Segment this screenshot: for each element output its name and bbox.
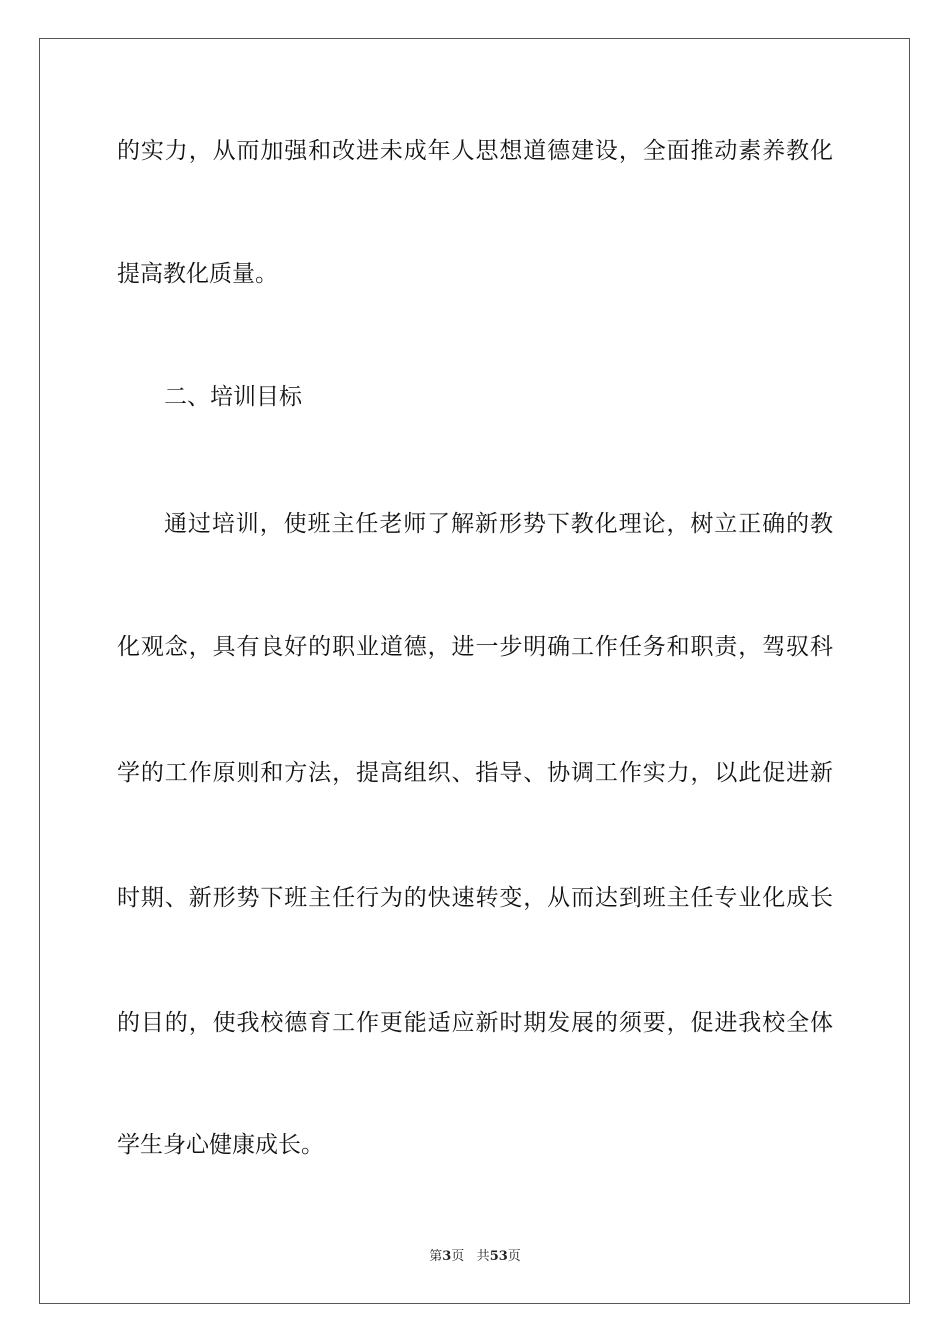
section-heading: 二、培训目标	[164, 384, 302, 410]
total-prefix: 共	[476, 1249, 490, 1264]
text-line: 学生身心健康成长。	[117, 1132, 324, 1158]
page-footer	[0, 1248, 950, 1266]
text-line: 时期、新形势下班主任行为的快速转变，从而达到班主任专业化成长	[117, 885, 833, 911]
text-line: 的实力，从而加强和改进未成年人思想道德建设，全面推动素养教化	[117, 138, 833, 164]
page-prefix: 第	[429, 1249, 443, 1264]
page-suffix: 页	[451, 1249, 465, 1264]
total-suffix: 页	[507, 1249, 521, 1264]
total-pages: 53	[489, 1249, 508, 1264]
text-line: 通过培训，使班主任老师了解新形势下教化理论，树立正确的教	[164, 511, 833, 537]
text-line: 提高教化质量。	[117, 261, 278, 287]
text-line: 的目的，使我校德育工作更能适应新时期发展的须要，促进我校全体	[117, 1010, 833, 1036]
page-number: 3	[442, 1249, 452, 1264]
page-border	[39, 38, 910, 1304]
text-line: 化观念，具有良好的职业道德，进一步明确工作任务和职责，驾驭科	[117, 634, 833, 660]
text-line: 学的工作原则和方法，提高组织、指导、协调工作实力，以此促进新	[117, 760, 833, 786]
